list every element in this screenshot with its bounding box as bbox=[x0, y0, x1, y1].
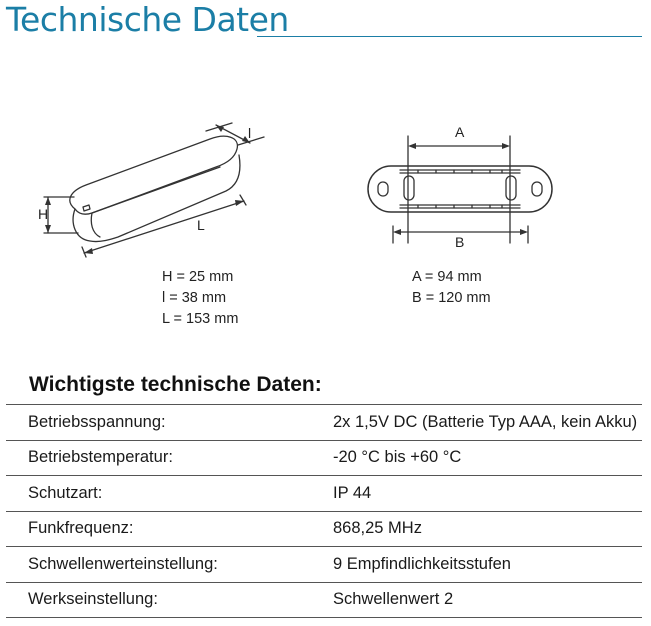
label-l: l bbox=[248, 125, 252, 141]
spec-row bbox=[6, 511, 642, 547]
title-rule bbox=[257, 36, 642, 37]
label-H: H bbox=[38, 206, 49, 222]
spec-label: Funkfrequenz: bbox=[6, 511, 333, 547]
spec-label: Betriebstemperatur: bbox=[6, 440, 333, 476]
top-view-diagram bbox=[360, 118, 560, 253]
specs-heading: Wichtigste technische Daten: bbox=[29, 373, 322, 396]
spec-row bbox=[6, 547, 642, 583]
spec-row bbox=[6, 440, 642, 476]
spec-row bbox=[6, 476, 642, 512]
spec-value: 2x 1,5V DC (Batterie Typ AAA, kein Akku) bbox=[333, 405, 642, 441]
label-B: B bbox=[455, 234, 465, 250]
spec-value: IP 44 bbox=[333, 476, 642, 512]
dimension-H: H = 25 mm bbox=[162, 269, 234, 285]
top-view-dimensions bbox=[412, 267, 491, 309]
spec-value: 9 Empfindlichkeitsstufen bbox=[333, 547, 642, 583]
spec-label: Schwellenwerteinstellung: bbox=[6, 547, 333, 583]
spec-value: Schwellenwert 2 bbox=[333, 582, 642, 618]
label-L: L bbox=[197, 217, 205, 233]
dimension-B: B = 120 mm bbox=[412, 290, 491, 306]
page-title: Technische Daten bbox=[6, 0, 289, 39]
spec-row bbox=[6, 582, 642, 618]
spec-value: 868,25 MHz bbox=[333, 511, 642, 547]
specs-table bbox=[6, 404, 642, 618]
dimension-L: L = 153 mm bbox=[162, 311, 239, 327]
side-view-dimensions bbox=[162, 267, 238, 330]
label-A: A bbox=[455, 124, 465, 140]
spec-label: Schutzart: bbox=[6, 476, 333, 512]
dimension-l: l = 38 mm bbox=[162, 290, 227, 306]
spec-label: Werkseinstellung: bbox=[6, 582, 333, 618]
spec-label: Betriebsspannung: bbox=[6, 405, 333, 441]
side-view-diagram bbox=[20, 105, 280, 275]
dimension-A: A = 94 mm bbox=[412, 269, 482, 285]
spec-row bbox=[6, 405, 642, 441]
spec-value: -20 °C bis +60 °C bbox=[333, 440, 642, 476]
